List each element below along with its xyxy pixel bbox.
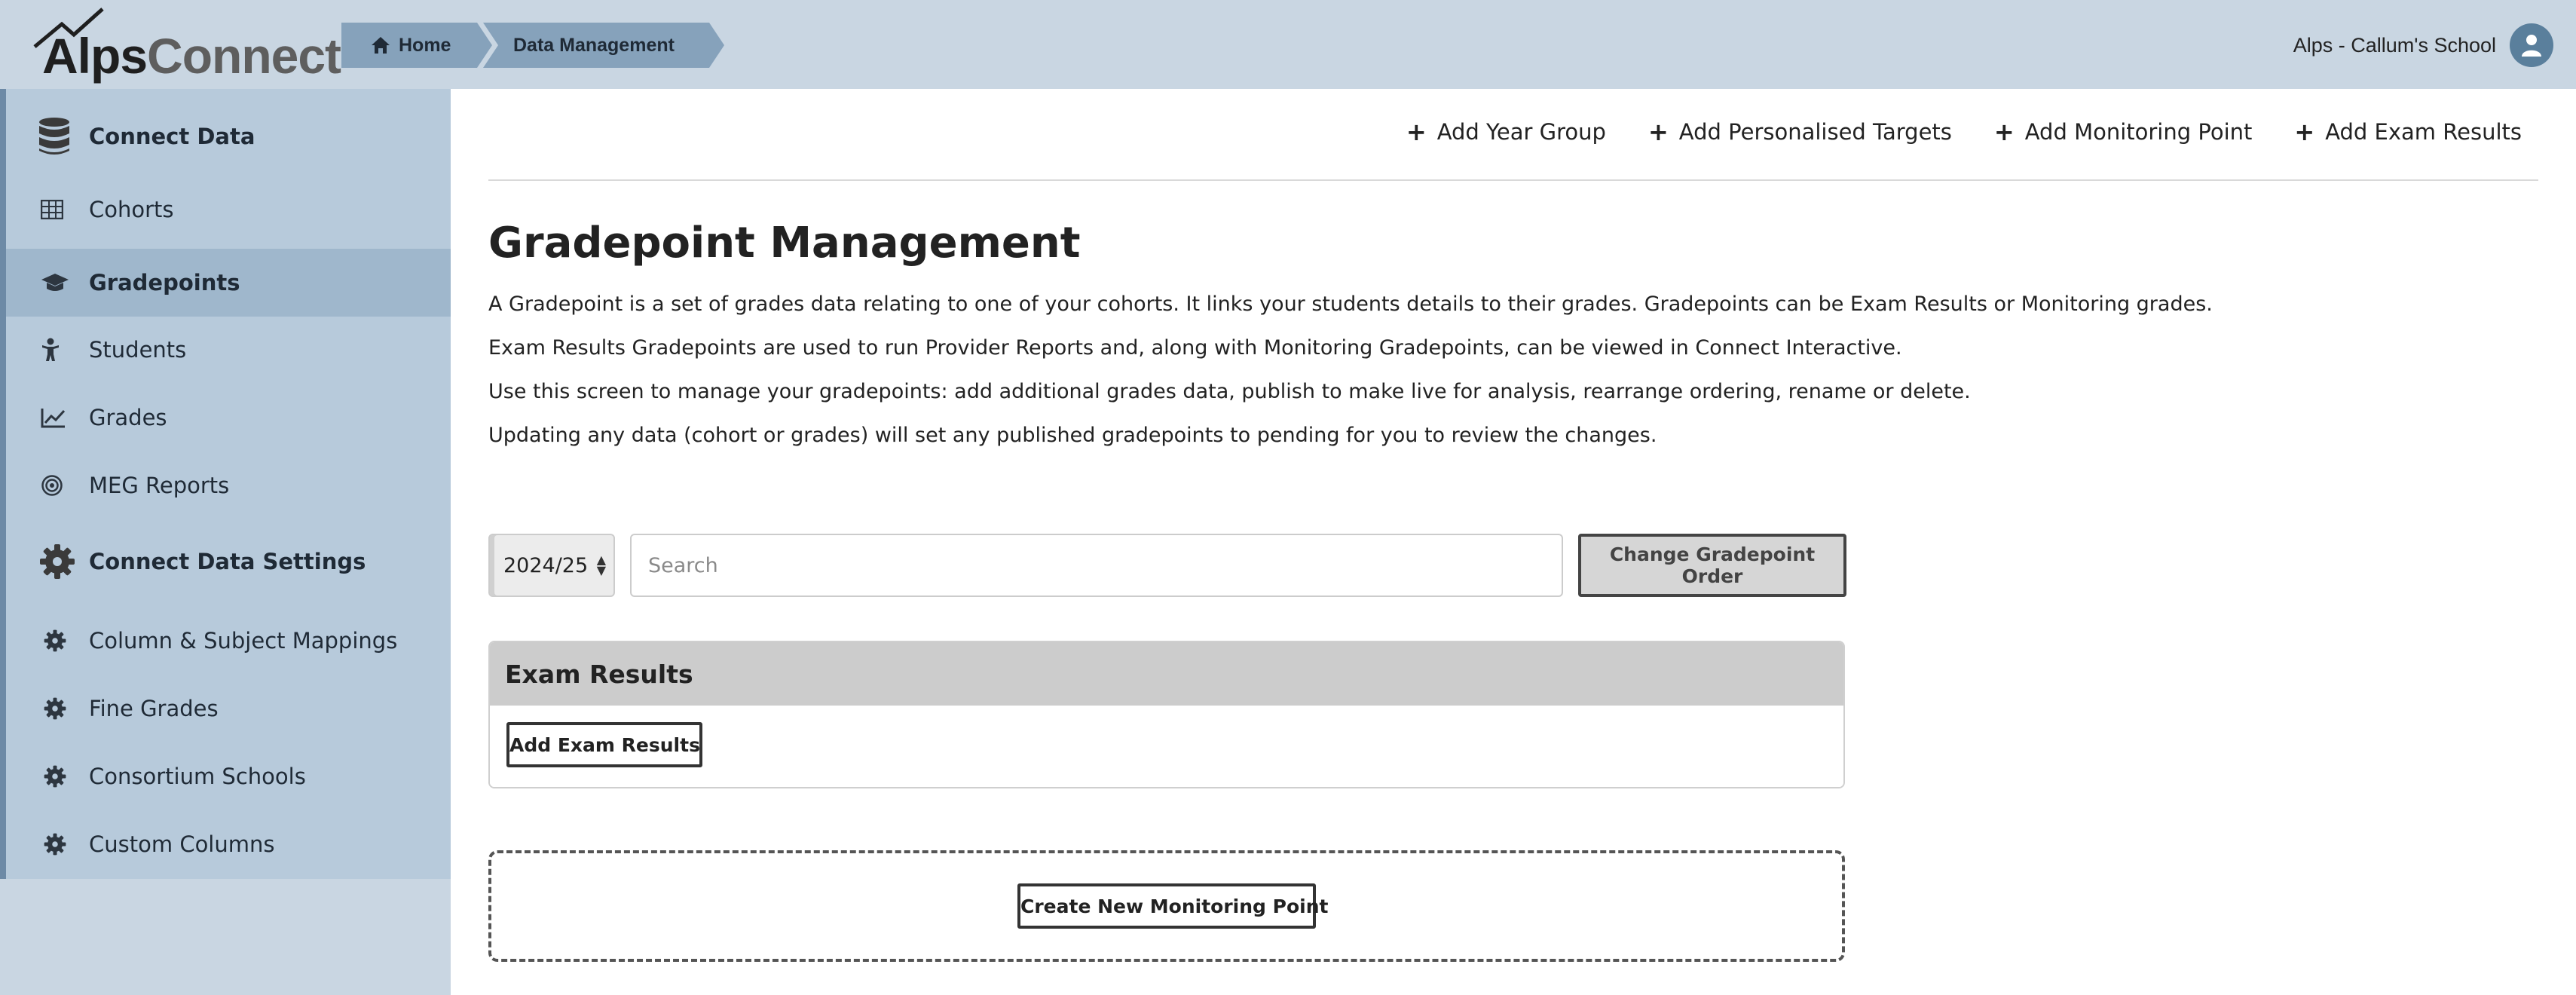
sidebar-item-label: Connect Data [89,124,255,149]
sidebar-section-connect-data[interactable] [6,106,451,167]
database-icon [38,117,71,156]
target-icon [41,474,63,497]
plus-icon: + [2294,118,2315,146]
sidebar-item-label: Connect Data Settings [89,549,366,574]
plus-icon: + [1406,118,1427,146]
add-exam-results-link[interactable] [2294,119,2522,145]
user-icon[interactable] [2510,23,2553,67]
sidebar-item-students[interactable] [6,318,451,381]
gear-icon [44,629,66,652]
sidebar-item-meg-reports[interactable] [6,454,451,517]
gear-icon [44,833,66,856]
sidebar-item-label: MEG Reports [89,473,230,498]
sidebar-item-cohorts[interactable] [6,181,451,238]
divider [488,179,2538,181]
sidebar-item-consortium-schools[interactable] [6,745,451,808]
create-new-monitoring-point-button[interactable]: Create New Monitoring Point [1017,883,1316,929]
alps-connect-logo[interactable] [32,8,341,84]
description-paragraph: Updating any data (cohort or grades) will set any published gradepoints to pending for you to review the changes. [488,424,1657,447]
sidebar-item-label: Grades [89,405,167,430]
action-bar [1406,119,2522,145]
line-chart-icon [41,407,66,428]
add-exam-results-button[interactable]: Add Exam Results [506,722,702,767]
sidebar-item-label: Consortium Schools [89,764,306,789]
add-personalised-targets-link[interactable] [1648,119,1952,145]
user-menu[interactable] [2293,23,2553,68]
page-title: Gradepoint Management [488,219,1081,268]
sidebar-item-gradepoints[interactable] [6,249,451,317]
sidebar-item-column-subject-mappings[interactable] [6,609,451,672]
exam-results-panel-title: Exam Results [490,642,1843,706]
user-label: Alps - Callum's School [2293,33,2496,57]
sidebar [0,89,451,879]
sidebar-item-label: Column & Subject Mappings [89,628,398,654]
plus-icon: + [1647,118,1669,146]
search-input[interactable] [630,534,1563,597]
home-icon [370,35,391,55]
select-arrows-icon: ▲ ▼ [596,553,606,577]
gear-icon [44,697,66,720]
sidebar-item-label: Fine Grades [89,696,219,721]
breadcrumb-home[interactable] [341,23,477,68]
logo-connect: Connect [147,28,341,84]
action-label: Add Personalised Targets [1678,119,1952,145]
plus-icon: + [1993,118,2015,146]
action-label: Add Monitoring Point [2024,119,2253,145]
add-monitoring-point-link[interactable] [1994,119,2252,145]
breadcrumb-data-management[interactable] [483,23,709,68]
year-select[interactable] [488,534,615,597]
change-gradepoint-order-button[interactable]: Change Gradepoint Order [1578,534,1846,597]
sidebar-item-label: Students [89,337,187,363]
student-icon [41,338,60,362]
monitoring-point-dropzone [488,850,1845,962]
action-label: Add Exam Results [2325,119,2522,145]
gear-icon [44,765,66,788]
gear-icon [39,543,75,580]
top-header [0,0,2576,89]
table-icon [41,200,63,219]
sidebar-item-label: Cohorts [89,197,174,222]
graduation-cap-icon [41,272,69,293]
sidebar-footer-area [0,879,451,995]
sidebar-item-grades[interactable] [6,386,451,449]
sidebar-item-fine-grades[interactable] [6,677,451,740]
logo-alps: Alps [42,28,148,84]
breadcrumb-data-management-label: Data Management [513,34,675,56]
exam-results-panel [488,641,1845,788]
action-label: Add Year Group [1436,119,1606,145]
add-year-group-link[interactable] [1406,119,1606,145]
description-paragraph: Use this screen to manage your gradepoints: add additional grades data, publish to make live for analysis, rearrange ordering, rename or delete. [488,380,1971,403]
sidebar-item-custom-columns[interactable] [6,813,451,876]
sidebar-item-label: Custom Columns [89,831,275,857]
logo-text [42,27,341,84]
main-content [451,89,2576,995]
breadcrumb-home-label: Home [399,34,451,56]
year-select-value: 2024/25 [503,553,589,577]
sidebar-section-connect-data-settings[interactable] [6,531,451,592]
description-paragraph: Exam Results Gradepoints are used to run Provider Reports and, along with Monitoring Gradepoints, can be viewed in Connect Interactive. [488,336,1902,360]
breadcrumb [341,23,709,68]
sidebar-item-label: Gradepoints [89,270,240,295]
exam-results-panel-body [490,706,1843,788]
description-paragraph: A Gradepoint is a set of grades data relating to one of your cohorts. It links your students details to their grades. Gradepoints can be Exam Results or Monitoring grades. [488,292,2213,316]
